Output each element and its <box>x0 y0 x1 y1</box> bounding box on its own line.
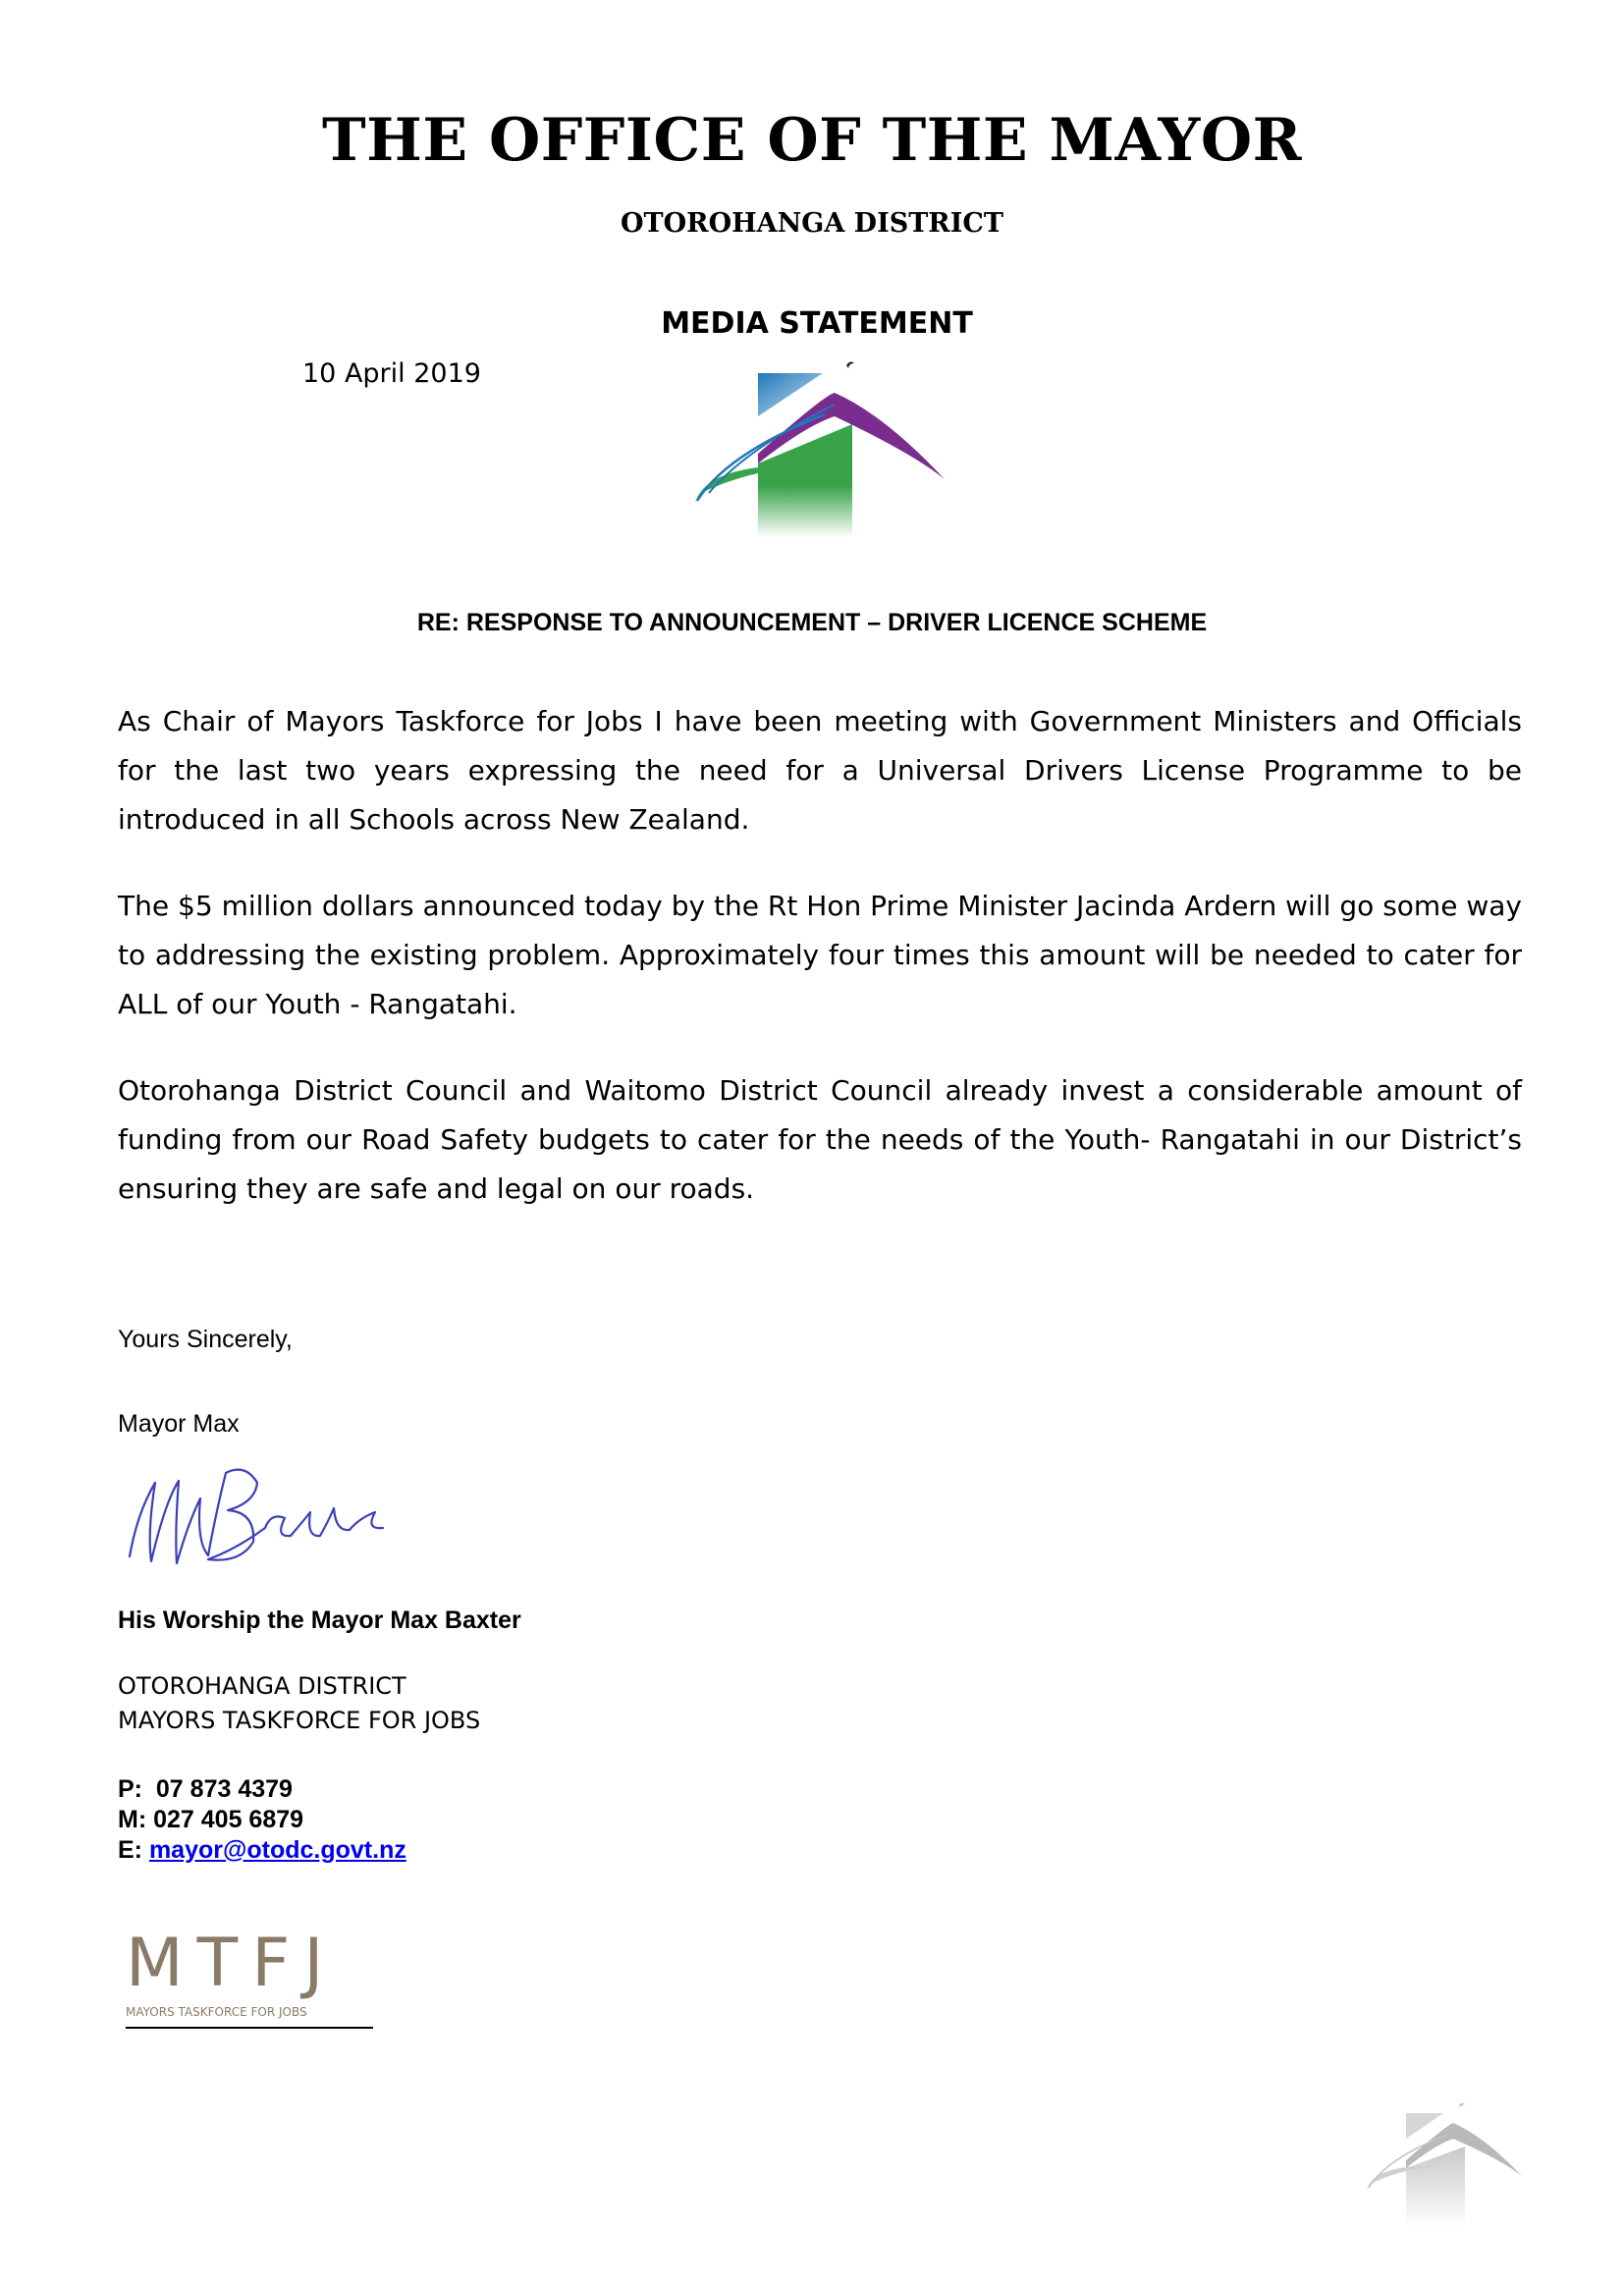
signer-short-name: Mayor Max <box>118 1410 240 1438</box>
email-link[interactable]: mayor@otodc.govt.nz <box>148 1836 406 1864</box>
contact-phone <box>118 1775 293 1804</box>
signer-org-line: OTOROHANGA DISTRICT <box>118 1672 406 1700</box>
body-paragraph: As Chair of Mayors Taskforce for Jobs I have been meeting with Government Ministers and Officials for the last two years expressing the need for a Universal Drivers License Programme to be introduced in all Schools across New Zealand. <box>118 705 1522 836</box>
contact-email <box>118 1836 406 1865</box>
contact-mobile <box>118 1806 303 1834</box>
closing-salutation: Yours Sincerely, <box>118 1326 293 1353</box>
statement-type: MEDIA STATEMENT <box>661 306 973 341</box>
body-paragraph: Otorohanga District Council and Waitomo District Council already invest a considerable amount of funding from our Road Safety budgets to cater for the needs of the Youth- Rangatahi in our District’s ensuring they are safe and legal on our roads. <box>118 1074 1522 1205</box>
statement-date: 10 April 2019 <box>302 358 481 389</box>
signer-full-name: His Worship the Mayor Max Baxter <box>118 1606 521 1634</box>
mtfj-logo: MTFJ <box>126 1925 338 2002</box>
mtfj-tagline: MAYORS TASKFORCE FOR JOBS <box>126 2005 373 2029</box>
district-logo <box>687 355 952 541</box>
contact-phone-label: P: <box>118 1775 142 1803</box>
contact-email-label: E: <box>118 1836 142 1864</box>
contact-phone-value: 07 873 4379 <box>155 1775 293 1803</box>
letterhead-title: THE OFFICE OF THE MAYOR <box>321 106 1302 175</box>
contact-mobile-value: 027 405 6879 <box>153 1806 304 1833</box>
letterhead-district: OTOROHANGA DISTRICT <box>621 208 1003 239</box>
district-logo-watermark <box>1361 2099 1528 2231</box>
body-paragraph: The $5 million dollars announced today by the Rt Hon Prime Minister Jacinda Ardern will go some way to addressing the existing problem. Approximately four times this amount will be needed to cater for ALL of our Youth - Rangatahi. <box>118 890 1522 1020</box>
signer-org-line: MAYORS TASKFORCE FOR JOBS <box>118 1707 481 1734</box>
handwritten-signature <box>118 1453 393 1585</box>
contact-mobile-label: M: <box>118 1806 147 1833</box>
statement-subject: RE: RESPONSE TO ANNOUNCEMENT – DRIVER LICENCE SCHEME <box>416 609 1208 636</box>
